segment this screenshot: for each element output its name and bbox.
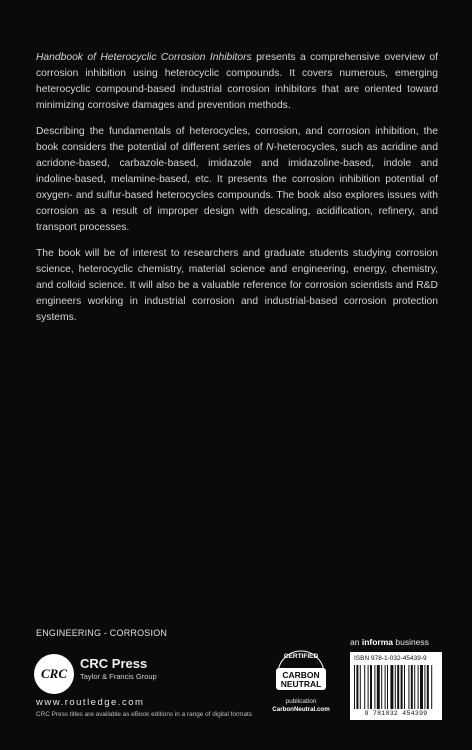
publisher-group: Taylor & Francis Group [80,672,157,681]
crc-press-logo-icon: CRC [34,654,74,694]
publisher-block [80,656,157,682]
carbon-neutral-seal-icon [272,648,330,698]
publisher-name: CRC Press [80,656,148,671]
cert-top-text: CERTIFIED [283,653,319,660]
book-title-italic: Handbook of Heterocyclic Corrosion Inhibitors [36,52,252,63]
cert-site: CarbonNeutral.com [272,706,330,713]
isbn-text: ISBN 978-1-032-45439-9 [354,655,427,662]
informa-tagline: an informa business [350,637,429,647]
ebook-note: CRC Press titles are available as eBook editions in a range of digital formats [36,711,252,718]
cert-publication-label: publication [285,698,317,705]
blurb-paragraph-3: The book will be of interest to researchers and graduate students studying corrosion science, heterocyclic chemistry, material science and engineering, energy, chemistry, and colloid science. It will also be a valuable reference for corrosion scientists and R&D engineers working in industrial corrosion and industrial-based corrosion protection systems. [36,248,438,323]
publisher-url: www.routledge.com [36,697,145,708]
carbon-neutral-badge [270,648,332,718]
cover-blurb [36,50,438,336]
barcode-icon [354,665,438,709]
cert-neutral-text: NEUTRAL [280,679,322,689]
subject-category: ENGINEERING - CORROSION [36,628,168,638]
cert-carbon-text: CARBON [282,670,320,680]
blurb-paragraph-1: Handbook of Heterocyclic Corrosion Inhibitors presents a comprehensive overview of corrosion inhibition using heterocyclic compounds. It covers numerous, emerging heterocyclic compound-based industrial corrosion inhibitors that are oriented toward minimizing corrosive damages and prevention methods. [36,52,438,111]
isbn-barcode [350,652,442,720]
barcode-digits: 9 781032 454399 [364,710,428,717]
blurb-paragraph-2: Describing the fundamentals of heterocycles, corrosion, and corrosion inhibition, the book considers the potential of different series of N-heterocycles, such as acridine and acridone-based, carbazole-based, imidazole and imidazoline-based, indole and indoline-based, melamine-based, etc. It presents the corrosion inhibition potential of oxygen- and sulfur-based heterocycles compounds. The book also explores issues with corrosion as a result of improper design with descaling, acidification, refinery, and transport processes. [36,126,438,233]
